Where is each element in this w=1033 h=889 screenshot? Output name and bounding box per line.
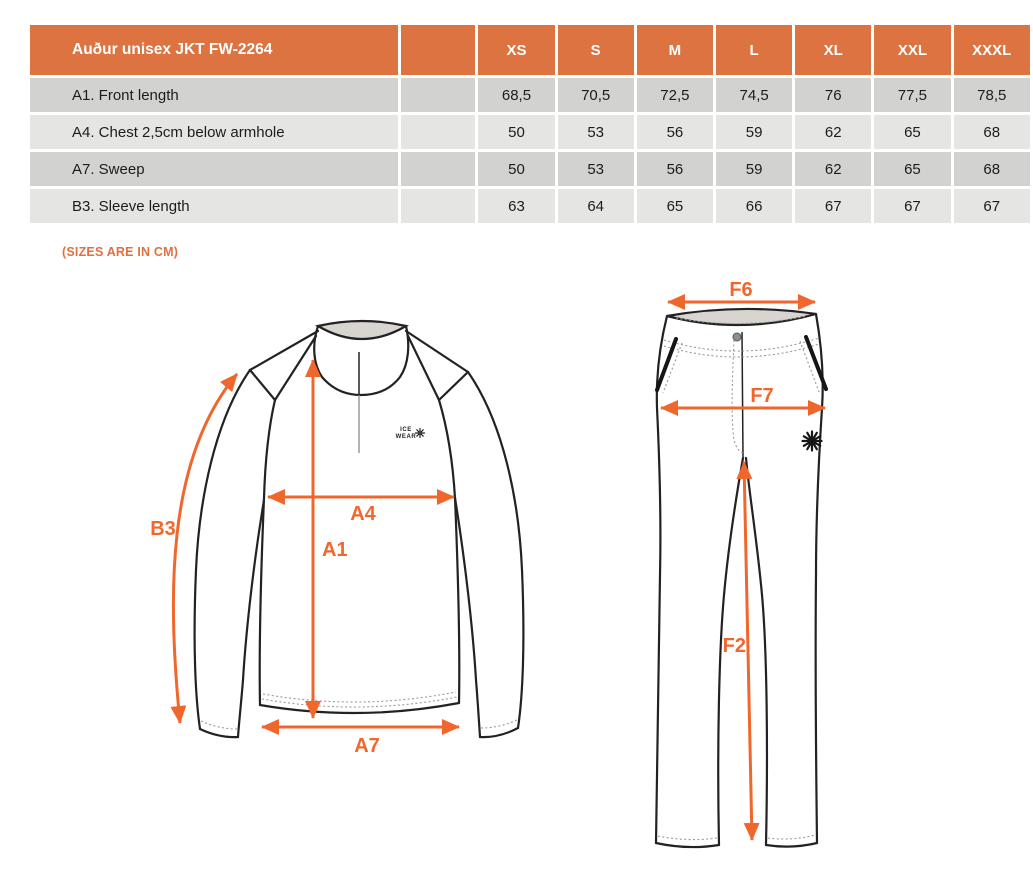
size-header-l: L (716, 25, 792, 75)
logo-snowflake-icon (416, 429, 425, 438)
table-row-sleeve-length (30, 189, 1030, 223)
f7-label: F7 (750, 385, 774, 407)
icewear-logo (396, 427, 425, 440)
size-header-xxl: XXL (874, 25, 950, 75)
cell-value: 56 (637, 152, 713, 186)
row-spacer-cell (401, 189, 476, 223)
table-row-front-length (30, 78, 1030, 112)
cell-value: 62 (795, 115, 871, 149)
row-label: B3. Sleeve length (30, 189, 398, 223)
pants-outline (656, 309, 826, 847)
row-spacer-cell (401, 115, 476, 149)
cell-value: 74,5 (716, 78, 792, 112)
waist-opening (667, 309, 816, 325)
table-row-sweep (30, 152, 1030, 186)
b3-label: B3 (150, 518, 176, 540)
cell-value: 67 (795, 189, 871, 223)
size-header-xl: XL (795, 25, 871, 75)
cell-value: 50 (478, 152, 554, 186)
cell-value: 76 (795, 78, 871, 112)
cell-value: 59 (716, 152, 792, 186)
cell-value: 65 (637, 189, 713, 223)
cell-value: 50 (478, 115, 554, 149)
a1-label: A1 (322, 539, 348, 561)
logo-text-line2: WEAR (395, 434, 417, 440)
cell-value: 53 (558, 152, 634, 186)
a4-label: A4 (350, 503, 376, 525)
row-spacer-cell (401, 152, 476, 186)
cell-value: 59 (716, 115, 792, 149)
collar-opening (318, 321, 406, 339)
row-spacer-cell (401, 78, 476, 112)
cell-value: 63 (478, 189, 554, 223)
cell-value: 68 (954, 152, 1030, 186)
cell-value: 65 (874, 115, 950, 149)
cell-value: 72,5 (637, 78, 713, 112)
cell-value: 62 (795, 152, 871, 186)
logo-text-line1: ICE (400, 427, 412, 433)
size-header-s: S (558, 25, 634, 75)
header-spacer-cell (401, 25, 476, 75)
size-table (27, 22, 1033, 226)
jacket-outline (195, 321, 524, 737)
cell-value: 66 (716, 189, 792, 223)
cell-value: 64 (558, 189, 634, 223)
row-label: A4. Chest 2,5cm below armhole (30, 115, 398, 149)
row-label: A7. Sweep (30, 152, 398, 186)
cell-value: 65 (874, 152, 950, 186)
jacket-diagram (130, 290, 580, 760)
cell-value: 67 (954, 189, 1030, 223)
pants-measurements (661, 279, 825, 840)
b3-sleeve-arrow (173, 374, 237, 723)
table-row-chest (30, 115, 1030, 149)
cell-value: 68,5 (478, 78, 554, 112)
cell-value: 70,5 (558, 78, 634, 112)
row-label: A1. Front length (30, 78, 398, 112)
product-title: Auður unisex JKT FW-2264 (30, 25, 398, 75)
cell-value: 77,5 (874, 78, 950, 112)
f2-label: F2 (722, 635, 746, 657)
a7-label: A7 (354, 735, 380, 757)
size-header-xxxl: XXXL (954, 25, 1030, 75)
cell-value: 53 (558, 115, 634, 149)
cell-value: 68 (954, 115, 1030, 149)
sizes-unit-note: (SIZES ARE IN CM) (62, 245, 179, 259)
size-header-m: M (637, 25, 713, 75)
waist-button (733, 333, 741, 341)
f6-label: F6 (729, 279, 753, 301)
size-table-header-row (30, 25, 1030, 75)
cell-value: 67 (874, 189, 950, 223)
size-header-xs: XS (478, 25, 554, 75)
cell-value: 78,5 (954, 78, 1030, 112)
pants-diagram (630, 275, 850, 875)
cell-value: 56 (637, 115, 713, 149)
